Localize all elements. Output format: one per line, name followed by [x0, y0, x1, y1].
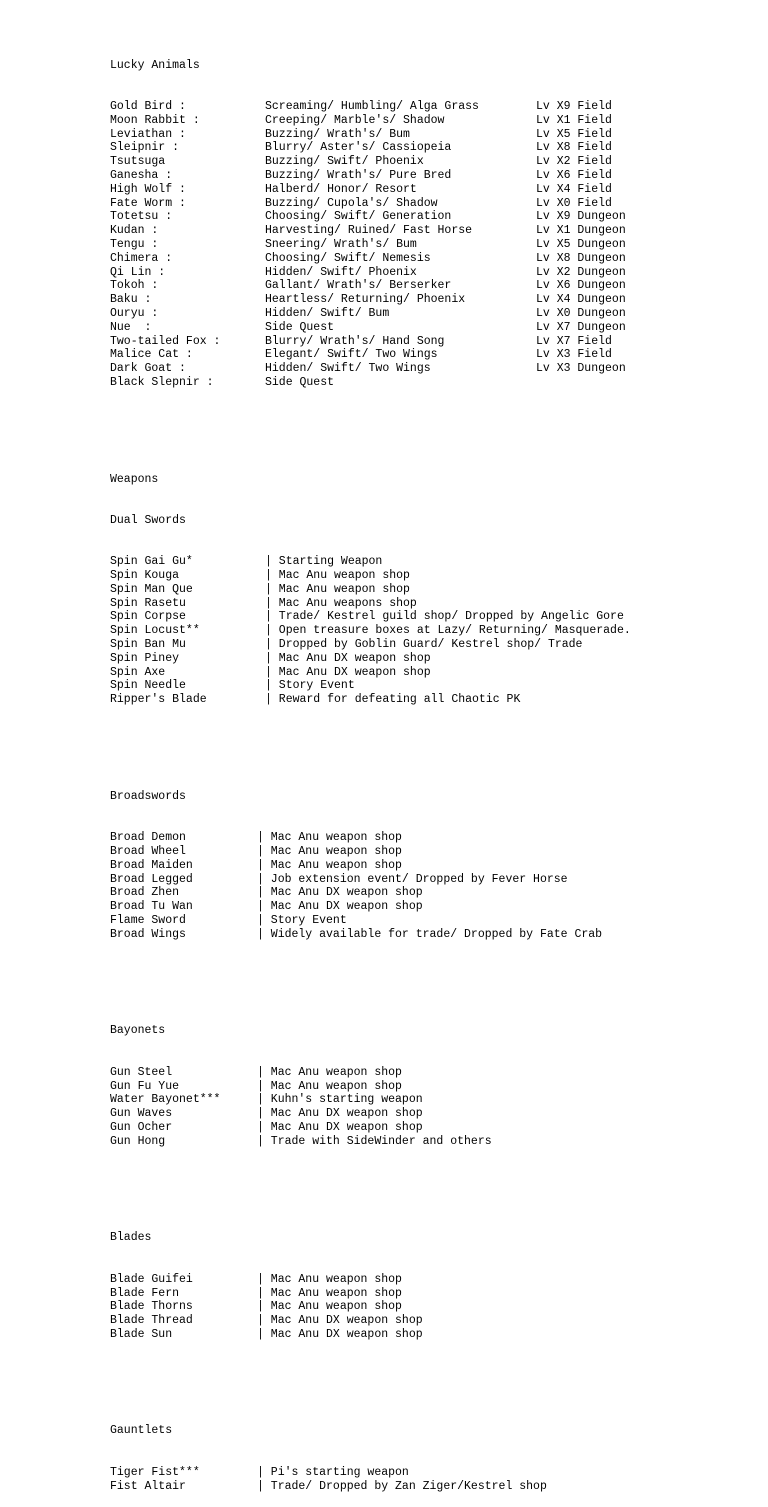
animal-keywords: Heartless/ Returning/ Phoenix: [265, 293, 466, 307]
animal-keywords: Hidden/ Swift/ Two Wings: [265, 362, 431, 376]
animal-keywords: Choosing/ Swift/ Nemesis: [265, 251, 431, 265]
weapon-row: [110, 1465, 409, 1480]
lucky-animal-row: [110, 210, 626, 224]
lucky-animal-row: [110, 141, 612, 155]
weapon-row: [110, 665, 431, 680]
weapon-name: Water Bayonet***: [110, 1093, 221, 1107]
animal-keywords: Elegant/ Swift/ Two Wings: [265, 348, 438, 362]
weapon-source: | Job extension event/ Dropped by Fever Horse: [257, 872, 568, 886]
animal-level: Lv X2 Field: [536, 155, 612, 169]
blades-heading: Blades: [110, 1231, 152, 1245]
animal-level: Lv X9 Field: [536, 99, 612, 113]
weapon-source: | Mac Anu DX weapon shop: [257, 1327, 423, 1341]
animal-name: Gold Bird :: [110, 99, 186, 113]
weapon-source: | Mac Anu DX weapon shop: [257, 1314, 423, 1328]
animal-keywords: Side Quest: [265, 320, 335, 334]
animal-keywords: Side Quest: [265, 375, 335, 389]
weapon-source: | Reward for defeating all Chaotic PK: [265, 693, 521, 707]
weapon-row: [110, 831, 402, 845]
animal-level: Lv X0 Field: [536, 196, 612, 210]
weapon-row: [110, 845, 402, 859]
weapon-name: Spin Man Que: [110, 582, 193, 596]
weapon-source: | Widely available for trade/ Dropped by Fate Crab: [257, 927, 603, 941]
weapons-heading: Weapons: [110, 472, 159, 486]
lucky-animal-row: [110, 237, 626, 252]
weapon-row: [110, 679, 355, 693]
weapon-name: Blade Thread: [110, 1314, 193, 1328]
weapon-row: [110, 1134, 492, 1149]
gauntlets-list: [110, 1465, 547, 1494]
weapon-row: [110, 886, 423, 900]
lucky-animal-row: [110, 99, 612, 114]
animal-keywords: Buzzing/ Wrath's/ Pure Bred: [265, 168, 452, 182]
weapon-source: | Mac Anu weapon shop: [257, 1079, 402, 1093]
weapon-row: [110, 1300, 402, 1314]
animal-keywords: Blurry/ Wrath's/ Hand Song: [265, 334, 445, 348]
animal-keywords: Choosing/ Swift/ Generation: [265, 210, 452, 224]
weapon-name: Spin Axe: [110, 665, 166, 679]
animal-keywords: Blurry/ Aster's/ Cassiopeia: [265, 141, 452, 155]
weapon-name: Spin Gai Gu*: [110, 555, 193, 569]
weapon-name: Gun Waves: [110, 1107, 173, 1121]
gauntlets-heading: Gauntlets: [110, 1424, 173, 1438]
broadswords-list: [110, 831, 603, 941]
weapon-row: [110, 927, 603, 942]
weapon-name: Broad Zhen: [110, 886, 180, 900]
weapon-name: Spin Ban Mu: [110, 638, 186, 652]
weapon-name: Broad Demon: [110, 831, 186, 845]
animal-level: Lv X6 Field: [536, 168, 612, 182]
animal-name: Two-tailed Fox :: [110, 334, 221, 348]
weapon-name: Broad Tu Wan: [110, 900, 193, 914]
animal-keywords: Buzzing/ Cupola's/ Shadow: [265, 196, 438, 210]
animal-name: Chimera :: [110, 251, 173, 265]
weapon-name: Gun Hong: [110, 1134, 166, 1148]
lucky-animal-row: [110, 224, 626, 238]
weapon-name: Spin Rasetu: [110, 596, 186, 610]
weapon-row: [110, 1314, 423, 1328]
spacer: [110, 1383, 138, 1397]
weapon-source: | Starting Weapon: [265, 555, 383, 569]
weapon-row: [110, 1120, 423, 1135]
lucky-animal-row: [110, 155, 612, 169]
animal-name: Sleipnir :: [110, 141, 180, 155]
weapon-source: | Story Event: [257, 914, 347, 927]
weapon-source: | Mac Anu weapon shop: [257, 845, 402, 859]
lucky-animal-row: [110, 265, 626, 280]
animal-level: Lv X1 Dungeon: [536, 224, 626, 238]
weapon-source: | Mac Anu weapon shop: [257, 1300, 402, 1314]
animal-name: Moon Rabbit :: [110, 113, 200, 127]
animal-name: Black Slepnir :: [110, 375, 214, 389]
blades-list: [110, 1272, 423, 1342]
animal-keywords: Gallant/ Wrath's/ Berserker: [265, 279, 452, 293]
weapon-name: Gun Ocher: [110, 1120, 173, 1134]
weapon-name: Spin Piney: [110, 651, 180, 665]
spacer: [110, 1190, 138, 1204]
weapon-row: [110, 555, 383, 569]
weapon-row: [110, 569, 410, 583]
weapon-name: Broad Maiden: [110, 858, 193, 872]
weapon-row: [110, 914, 347, 928]
dual-swords-list: [110, 555, 631, 707]
lucky-animals-heading: Lucky Animals: [110, 58, 200, 72]
weapon-name: Blade Thorns: [110, 1300, 193, 1314]
spacer: [110, 431, 138, 445]
weapon-row: [110, 1327, 423, 1342]
animal-name: Tengu :: [110, 237, 159, 251]
animal-keywords: Buzzing/ Swift/ Phoenix: [265, 155, 424, 169]
animal-level: Lv X7 Field: [536, 334, 612, 348]
lucky-animal-row: [110, 362, 626, 376]
animal-name: Totetsu :: [110, 210, 173, 224]
animal-name: Qi Lin :: [110, 265, 166, 279]
animal-name: Tokoh :: [110, 279, 159, 293]
weapon-row: [110, 693, 521, 707]
weapon-row: [110, 1479, 547, 1494]
animal-level: Lv X3 Field: [536, 348, 612, 362]
weapon-row: [110, 1107, 423, 1121]
animal-level: Lv X1 Field: [536, 113, 612, 127]
weapon-row: [110, 1093, 423, 1107]
animal-name: Ouryu :: [110, 306, 159, 320]
weapon-source: | Mac Anu weapon shop: [265, 569, 410, 583]
animal-name: Ganesha :: [110, 168, 173, 182]
weapon-name: Spin Needle: [110, 679, 186, 693]
weapon-row: [110, 872, 568, 887]
weapon-source: | Mac Anu weapon shop: [257, 1065, 402, 1079]
weapon-row: [110, 651, 431, 666]
weapon-row: [110, 1286, 402, 1301]
lucky-animal-row: [110, 127, 612, 142]
animal-name: Nue :: [110, 320, 152, 334]
animal-keywords: Harvesting/ Ruined/ Fast Horse: [265, 224, 473, 238]
weapon-name: Broad Wheel: [110, 845, 186, 859]
weapon-name: Blade Guifei: [110, 1272, 193, 1286]
weapon-row: [110, 900, 423, 914]
weapon-source: | Mac Anu DX weapon shop: [257, 1120, 423, 1134]
animal-name: High Wolf :: [110, 182, 186, 196]
weapon-row: [110, 1272, 402, 1287]
broadswords-heading: Broadswords: [110, 789, 186, 803]
weapon-row: [110, 638, 583, 652]
animal-keywords: Hidden/ Swift/ Phoenix: [265, 265, 417, 279]
weapon-row: [110, 1079, 402, 1094]
weapon-name: Spin Locust**: [110, 624, 200, 638]
weapon-name: Tiger Fist***: [110, 1465, 200, 1479]
animal-level: Lv X6 Dungeon: [536, 279, 626, 293]
weapon-name: Broad Legged: [110, 872, 193, 886]
animal-name: Leviathan :: [110, 127, 186, 141]
weapon-source: | Mac Anu DX weapon shop: [265, 651, 431, 665]
lucky-animal-row: [110, 251, 626, 266]
weapon-source: | Mac Anu DX weapon shop: [257, 1107, 423, 1121]
animal-name: Tsutsuga: [110, 155, 166, 169]
animal-level: Lv X4 Dungeon: [536, 293, 626, 307]
weapon-row: [110, 610, 624, 624]
lucky-animal-row: [110, 334, 612, 349]
weapon-source: | Trade with SideWinder and others: [257, 1134, 492, 1148]
lucky-animal-row: [110, 168, 612, 183]
weapon-name: Blade Fern: [110, 1286, 180, 1300]
lucky-animal-row: [110, 196, 612, 211]
weapon-row: [110, 624, 631, 638]
bayonets-list: [110, 1065, 492, 1149]
weapon-source: | Mac Anu weapons shop: [265, 596, 417, 610]
weapon-source: | Mac Anu weapon shop: [265, 582, 410, 596]
weapon-name: Broad Wings: [110, 927, 186, 941]
weapon-row: [110, 1065, 402, 1080]
weapon-source: | Pi's starting weapon: [257, 1465, 409, 1479]
weapon-source: | Mac Anu DX weapon shop: [257, 886, 423, 900]
weapon-name: Spin Kouga: [110, 569, 180, 583]
weapon-name: Blade Sun: [110, 1327, 173, 1341]
weapon-source: | Trade/ Dropped by Zan Ziger/Kestrel shop: [257, 1479, 547, 1493]
spacer: [110, 983, 138, 997]
animal-keywords: Buzzing/ Wrath's/ Bum: [265, 127, 410, 141]
weapon-source: | Mac Anu DX weapon shop: [257, 900, 423, 914]
animal-level: Lv X8 Field: [536, 141, 612, 155]
animal-level: Lv X7 Dungeon: [536, 320, 626, 334]
weapon-source: | Dropped by Goblin Guard/ Kestrel shop/ Trade: [265, 638, 583, 652]
animal-keywords: Creeping/ Marble's/ Shadow: [265, 113, 445, 127]
lucky-animal-row: [110, 279, 626, 293]
lucky-animal-row: [110, 375, 335, 390]
weapon-source: | Mac Anu weapon shop: [257, 831, 402, 845]
animal-level: Lv X4 Field: [536, 182, 612, 196]
animal-level: Lv X9 Dungeon: [536, 210, 626, 224]
weapon-source: | Open treasure boxes at Lazy/ Returning/ Masquerade.: [265, 624, 631, 638]
weapon-name: Flame Sword: [110, 914, 186, 927]
weapon-source: | Mac Anu weapon shop: [257, 1272, 402, 1286]
animal-name: Baku :: [110, 293, 152, 307]
weapon-name: Ripper's Blade: [110, 693, 207, 707]
animal-keywords: Halberd/ Honor/ Resort: [265, 182, 417, 196]
document-body: [110, 31, 631, 1507]
lucky-animal-row: [110, 320, 626, 335]
weapon-row: [110, 858, 402, 873]
weapon-source: | Story Event: [265, 679, 355, 693]
animal-level: Lv X0 Dungeon: [536, 306, 626, 320]
animal-keywords: Hidden/ Swift/ Bum: [265, 306, 390, 320]
lucky-animals-list: [110, 99, 626, 390]
weapon-name: Gun Steel: [110, 1065, 173, 1079]
lucky-animal-row: [110, 113, 612, 128]
animal-name: Fate Worm :: [110, 196, 186, 210]
lucky-animal-row: [110, 293, 626, 307]
animal-keywords: Sneering/ Wrath's/ Bum: [265, 237, 417, 251]
animal-level: Lv X3 Dungeon: [536, 362, 626, 376]
weapon-source: | Kuhn's starting weapon: [257, 1093, 423, 1107]
weapon-row: [110, 596, 417, 611]
weapon-source: | Mac Anu DX weapon shop: [265, 665, 431, 679]
animal-level: Lv X8 Dungeon: [536, 251, 626, 265]
weapon-row: [110, 582, 410, 597]
spacer: [110, 748, 138, 762]
weapon-source: | Mac Anu weapon shop: [257, 858, 402, 872]
lucky-animal-row: [110, 348, 612, 362]
bayonets-heading: Bayonets: [110, 1024, 166, 1038]
weapon-name: Fist Altair: [110, 1479, 186, 1493]
weapon-name: Spin Corpse: [110, 610, 186, 624]
animal-name: Dark Goat :: [110, 362, 186, 376]
weapon-source: | Mac Anu weapon shop: [257, 1286, 402, 1300]
weapon-source: | Trade/ Kestrel guild shop/ Dropped by Angelic Gore: [265, 610, 624, 624]
lucky-animal-row: [110, 306, 626, 321]
weapon-name: Gun Fu Yue: [110, 1079, 180, 1093]
animal-name: Kudan :: [110, 224, 159, 238]
animal-level: Lv X5 Dungeon: [536, 237, 626, 251]
animal-name: Malice Cat :: [110, 348, 193, 362]
dual-swords-heading: Dual Swords: [110, 513, 186, 527]
animal-level: Lv X5 Field: [536, 127, 612, 141]
animal-keywords: Screaming/ Humbling/ Alga Grass: [265, 99, 479, 113]
lucky-animal-row: [110, 182, 612, 197]
animal-level: Lv X2 Dungeon: [536, 265, 626, 279]
